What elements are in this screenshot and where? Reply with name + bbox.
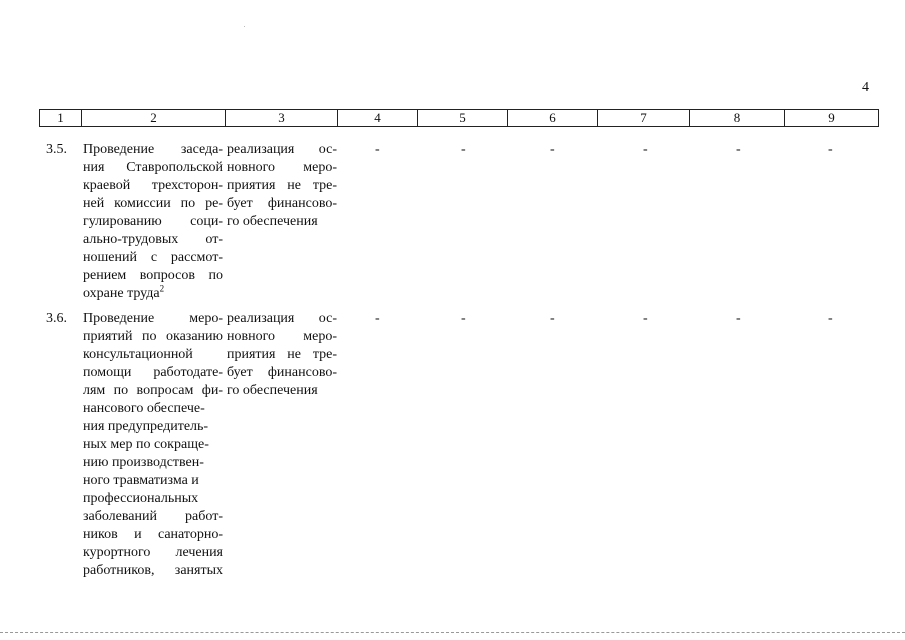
column-header: 7 xyxy=(598,110,690,127)
scan-edge-line xyxy=(0,632,905,633)
text-line: рением вопросов по xyxy=(83,268,223,283)
text-line: консультационной xyxy=(83,347,193,362)
text-line: приятия не тре- xyxy=(227,178,337,193)
text-line: ально-трудовых от- xyxy=(83,232,223,247)
text-line: приятий по оказанию xyxy=(83,329,223,344)
text-line: ней комиссии по ре- xyxy=(83,196,223,211)
row-number: 3.5. xyxy=(46,142,67,157)
value-cell: - xyxy=(828,311,833,326)
value-cell: - xyxy=(375,311,380,326)
column-header: 2 xyxy=(82,110,226,127)
value-cell: - xyxy=(550,142,555,157)
text-line: ного травматизма и xyxy=(83,473,199,488)
text-line: ников и санаторно- xyxy=(83,527,223,542)
column-header: 6 xyxy=(508,110,598,127)
text-line: помощи работодате- xyxy=(83,365,223,380)
text-line: ния предупредитель- xyxy=(83,419,209,434)
financing-description xyxy=(227,141,337,231)
value-cell: - xyxy=(736,311,741,326)
text-line: нию производствен- xyxy=(83,455,204,470)
text-line: работников, занятых xyxy=(83,563,223,578)
text-line: новного меро- xyxy=(227,329,337,344)
text-line: Проведение меро- xyxy=(83,311,223,326)
text-line: ния Ставропольской xyxy=(83,160,223,175)
text-line: бует финансово- xyxy=(227,196,337,211)
column-header-table xyxy=(39,109,879,127)
text-line: реализация ос- xyxy=(227,311,337,326)
column-header: 3 xyxy=(226,110,338,127)
row-number: 3.6. xyxy=(46,311,67,326)
text-line: краевой трехсторон- xyxy=(83,178,223,193)
footnote-marker: 2 xyxy=(159,283,165,294)
text-line: ношений с рассмот- xyxy=(83,250,223,265)
text-line: новного меро- xyxy=(227,160,337,175)
value-cell: - xyxy=(375,142,380,157)
text-line: курортного лечения xyxy=(83,545,223,560)
page-number: 4 xyxy=(862,80,869,95)
text-line: бует финансово- xyxy=(227,365,337,380)
text-line: го обеспечения xyxy=(227,214,318,229)
value-cell: - xyxy=(643,142,648,157)
value-cell: - xyxy=(643,311,648,326)
column-header: 9 xyxy=(785,110,879,127)
financing-description xyxy=(227,310,337,400)
value-cell: - xyxy=(461,142,466,157)
value-cell: - xyxy=(461,311,466,326)
text-line: приятия не тре- xyxy=(227,347,337,362)
value-cell: - xyxy=(550,311,555,326)
column-header: 4 xyxy=(338,110,418,127)
text-line: нансового обеспече- xyxy=(83,401,205,416)
text-line: охране труда xyxy=(83,286,160,301)
text-line: Проведение заседа- xyxy=(83,142,223,157)
activity-description xyxy=(83,141,223,303)
column-header: 5 xyxy=(418,110,508,127)
text-line: заболеваний работ- xyxy=(83,509,223,524)
activity-description xyxy=(83,310,223,580)
text-line: го обеспечения xyxy=(227,383,318,398)
scan-speck xyxy=(244,26,245,27)
value-cell: - xyxy=(828,142,833,157)
text-line: гулированию соци- xyxy=(83,214,223,229)
text-line: лям по вопросам фи- xyxy=(83,383,223,398)
text-line: ных мер по сокраще- xyxy=(83,437,209,452)
text-line: реализация ос- xyxy=(227,142,337,157)
text-line: профессиональных xyxy=(83,491,199,506)
column-header: 1 xyxy=(40,110,82,127)
value-cell: - xyxy=(736,142,741,157)
column-header: 8 xyxy=(690,110,785,127)
